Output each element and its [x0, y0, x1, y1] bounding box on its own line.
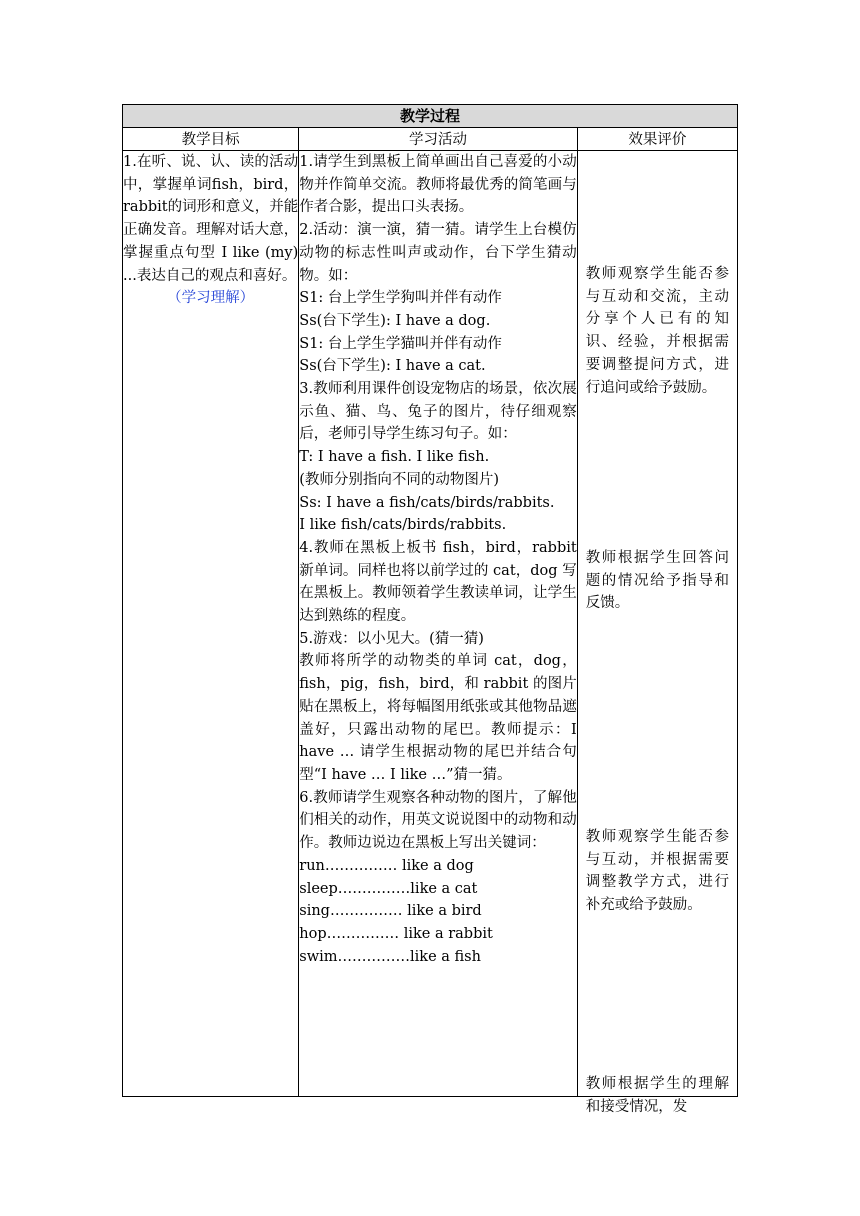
activity-line: S1: 台上学生学猫叫并伴有动作 [299, 335, 502, 352]
table-title-row [123, 105, 738, 128]
teaching-process-table [122, 104, 738, 1115]
table-body-row [123, 151, 738, 1097]
ability-tag: （学习理解） [167, 290, 255, 307]
activity-line: 3.教师利用课件创设宠物店的场景，依次展示鱼、猫、鸟、兔子的图片，待仔细观察后，老师引导学生练习句子。如： [299, 381, 577, 443]
activity-line: (教师分别指向不同的动物图片) [299, 471, 500, 488]
activity-cell [299, 151, 577, 1097]
evaluation-text: 教师根据学生的理解和接受情况，发 [585, 1076, 729, 1115]
activity-line: sing…………… like a bird [299, 903, 482, 920]
activity-line: Ss(台下学生): I have a cat. [299, 358, 486, 375]
activity-line: 1.请学生到黑板上简单画出自己喜爱的小动物并作简单交流。教师将最优秀的简笔画与作者合影，提出口头表扬。 [299, 154, 577, 216]
activity-line: T: I have a fish. I like fish. [299, 449, 490, 466]
activity-line: S1: 台上学生学狗叫并伴有动作 [299, 290, 502, 307]
table-title: 教学过程 [123, 105, 738, 128]
table-header-row [123, 128, 738, 151]
goal-cell [123, 151, 299, 1097]
activity-line: 2.活动：演一演，猜一猜。请学生上台模仿动物的标志性叫声或动作，台下学生猜动物。如： [299, 222, 577, 284]
evaluation-text: 教师观察学生能否参与互动，并根据需要调整教学方式，进行补充或给予鼓励。 [585, 829, 729, 914]
header-learning-activity: 学习活动 [299, 128, 577, 151]
header-teaching-goal: 教学目标 [123, 128, 299, 151]
activity-line: I like fish/cats/birds/rabbits. [299, 517, 507, 534]
activity-line: 4.教师在黑板上板书 fish，bird，rabbit 新单词。同样也将以前学过的 cat，dog 写在黑板上。教师领着学生教读单词，让学生达到熟练的程度。 [299, 539, 577, 625]
activity-line: 5.游戏：以小见大。(猜一猜) [299, 630, 484, 647]
activity-line: run…………… like a dog [299, 857, 474, 874]
header-effect-evaluation: 效果评价 [577, 128, 737, 151]
evaluation-text: 教师根据学生回答问题的情况给予指导和反馈。 [585, 550, 729, 612]
activity-line: Ss(台下学生): I have a dog. [299, 312, 491, 329]
activity-line: swim……………like a fish [299, 948, 481, 965]
activity-line: 6.教师请学生观察各种动物的图片，了解他们相关的动作，用英文说说图中的动物和动作。教师边说边在黑板上写出关键词： [299, 789, 577, 852]
activity-line: hop…………… like a rabbit [299, 925, 493, 942]
goal-text: 1.在听、说、认、读的活动中，掌握单词fish，bird，rabbit的词形和意义，并能正确发音。理解对话大意，掌握重点句型 I like (my) ...表达自己的观点和喜好。 [123, 154, 299, 284]
activity-line: sleep……………like a cat [299, 880, 478, 897]
evaluation-cell [577, 151, 737, 1115]
activity-line: 教师将所学的动物类的单词 cat，dog，fish，pig，fish，bird，和 rabbit 的图片贴在黑板上，将每幅图用纸张或其他物品遮盖好，只露出动物的尾巴。教师提示：I have … 请学生根据动物的尾巴并结合句型“I have … I like …”猜一猜。 [299, 653, 577, 783]
activity-line: Ss: I have a fish/cats/birds/rabbits. [299, 494, 555, 511]
evaluation-text: 教师观察学生能否参与互动和交流，主动分享个人已有的知识、经验，并根据需要调整提问方式，进行追问或给予鼓励。 [585, 266, 729, 396]
